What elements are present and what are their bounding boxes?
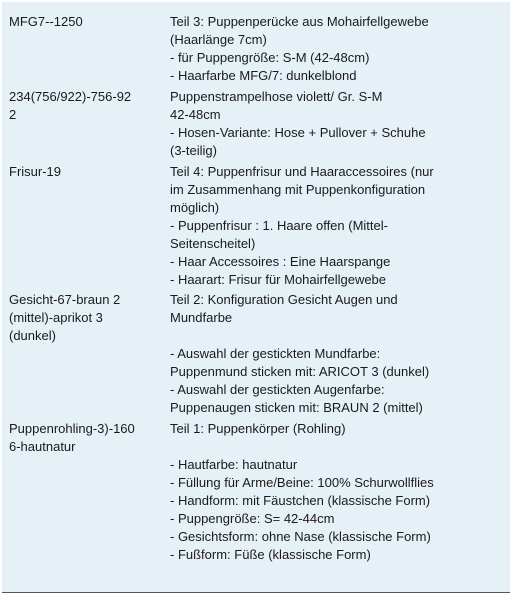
- description-text: Teil 3: Puppenperücke aus Mohairfellgewebe: [170, 14, 429, 29]
- description-text: - Haarfarbe MFG/7: dunkelblond: [170, 68, 357, 83]
- description-text: (Haarlänge 7cm): [170, 32, 267, 47]
- description-text: - Puppengröße: S= 42-44cm: [170, 511, 335, 526]
- description-text: - Haar Accessoires : Eine Haarspange: [170, 254, 391, 269]
- description-text: - Gesichtsform: ohne Nase (klassische Form): [170, 529, 431, 544]
- sku-text: Frisur-19: [9, 164, 62, 179]
- sku-text: Gesicht-67-braun 2: [9, 292, 121, 307]
- description-text: Teil 2: Konfiguration Gesicht Augen und: [170, 292, 398, 307]
- description-text: (3-teilig): [170, 143, 217, 158]
- description-text: Teil 4: Puppenfrisur und Haaraccessoires (nur: [170, 164, 434, 179]
- description-text: - für Puppengröße: S-M (42-48cm): [170, 50, 370, 65]
- description-text: - Hosen-Variante: Hose + Pullover + Schuhe: [170, 125, 426, 140]
- description-text: - Auswahl der gestickten Augenfarbe:: [170, 382, 385, 397]
- sku-text: (dunkel): [9, 328, 56, 343]
- sku-text: 234(756/922)-756-92: [9, 89, 132, 104]
- description-text: - Hautfarbe: hautnatur: [170, 457, 298, 472]
- description-text: - Puppenfrisur : 1. Haare offen (Mittel-: [170, 218, 388, 233]
- description-text: Puppenaugen sticken mit: BRAUN 2 (mittel): [170, 400, 423, 415]
- description-text: - Füllung für Arme/Beine: 100% Schurwollflies: [170, 475, 434, 490]
- description-text: 42-48cm: [170, 107, 221, 122]
- sku-text: Puppenrohling-3)-160: [9, 421, 135, 436]
- description-text: im Zusammenhang mit Puppenkonfiguration: [170, 182, 426, 197]
- description-text: Mundfarbe: [170, 310, 233, 325]
- description-text: - Handform: mit Fäustchen (klassische Form): [170, 493, 431, 508]
- description-text: Teil 1: Puppenkörper (Rohling): [170, 421, 346, 436]
- description-text: - Haarart: Frisur für Mohairfellgewebe: [170, 272, 387, 287]
- description-text: - Fußform: Füße (klassische Form): [170, 547, 371, 562]
- description-text: - Auswahl der gestickten Mundfarbe:: [170, 346, 381, 361]
- sku-text: MFG7--1250: [9, 14, 83, 29]
- description-text: Puppenstrampelhose violett/ Gr. S-M: [170, 89, 383, 104]
- description-text: Puppenmund sticken mit: ARICOT 3 (dunkel): [170, 364, 430, 379]
- sku-text: 2: [9, 107, 17, 122]
- description-text: Seitenscheitel): [170, 236, 256, 251]
- product-details-table: [2, 2, 510, 593]
- sku-text: 6-hautnatur: [9, 439, 76, 454]
- description-text: möglich): [170, 200, 220, 215]
- sku-text: (mittel)-aprikot 3: [9, 310, 103, 325]
